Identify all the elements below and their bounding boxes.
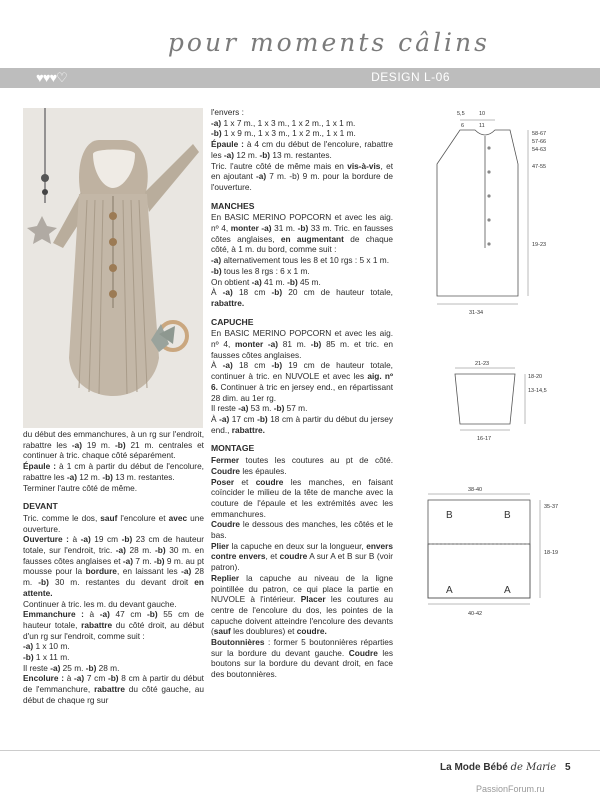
instruction-paragraph: Coudre le dessous des manches, les côtés et le bas. bbox=[211, 519, 393, 541]
instruction-paragraph: Épaule : à 1 cm à partir du début de l'encolure, rabattre les -a) 12 m. -b) 13 m. restantes. bbox=[23, 461, 204, 482]
instruction-paragraph: -a) alternativement tous les 8 et 10 rgs : 5 x 1 m. bbox=[211, 255, 390, 266]
hood-dim-top: 38-40 bbox=[468, 487, 483, 493]
instruction-paragraph: l'envers : bbox=[211, 107, 244, 117]
instruction-paragraph: Emmanchure : à -a) 47 cm -b) 55 cm de hauteur totale, rabattre du côté droit, au début d'un rg sur l'endroit, comme suit : bbox=[23, 609, 204, 641]
dim-r3: 54-63 bbox=[532, 147, 547, 153]
instruction-paragraph: -b) 1 x 11 m. bbox=[23, 652, 70, 663]
page-number: 5 bbox=[564, 762, 571, 773]
instructions-column-1 bbox=[23, 429, 204, 706]
instruction-paragraph: Il reste -a) 25 m. -b) 28 m. bbox=[23, 662, 120, 673]
section-heading: DEVANT bbox=[23, 501, 58, 512]
instruction-paragraph: Replier la capuche au niveau de la ligne pointillée du patron, ce qui place la partie en NUVOLE à l'intérieur. Placer les coutures au centre de l'encolure du dos, les pointes de la capuche doivent atteindre l'encolure des devants (sauf les doublures) et coudre. bbox=[211, 572, 393, 637]
instruction-paragraph: On obtient -a) 41 m. -b) 45 m. bbox=[211, 276, 321, 287]
sleeve-dim-r1: 18-20 bbox=[528, 374, 543, 380]
sleeve-schematic bbox=[430, 356, 590, 446]
section-heading: CAPUCHE bbox=[211, 316, 254, 327]
sleeve-dim-top: 21-23 bbox=[475, 361, 490, 367]
instruction-paragraph: En BASIC MERINO POPCORN et avec les aig. nº 4, monter -a) 81 m. -b) 85 m. et tric. en fausses côtes anglaises. bbox=[211, 328, 393, 360]
instruction-paragraph: -b) 1 x 9 m., 1 x 3 m., 1 x 2 m., 1 x 1 m. bbox=[211, 128, 356, 139]
design-label: DESIGN L-06 bbox=[371, 70, 450, 84]
sleeve-dim-r2: 13-14,5 bbox=[528, 388, 547, 394]
hood-label-a-left: A bbox=[446, 585, 453, 596]
instructions-column-2 bbox=[211, 107, 393, 680]
hearts-icon: ♥♥♥♡ bbox=[36, 70, 67, 85]
instruction-paragraph: Boutonnières : former 5 boutonnières réparties sur la bordure du devant gauche. Coudre les boutons sur la bordure du devant droit, en face des boutonnières. bbox=[211, 637, 394, 680]
hood-label-b-left: B bbox=[446, 510, 453, 521]
dim-top-b: 6 bbox=[461, 123, 465, 129]
body-schematic bbox=[405, 108, 590, 323]
footer-brand: La Mode Bébé bbox=[440, 762, 508, 773]
hood-dim-bottom: 40-42 bbox=[468, 611, 483, 617]
instruction-paragraph: Ouverture : à -a) 19 cm -b) 23 cm de hauteur totale, sur l'endroit, tric. -a) 28 m. -b) 30 m. en fausses côtes anglaises et -a) 7 m. -b) 9 m. au pt mousse pour la bordure, en laissant les -a) 28 m. -b) 30 m. restantes du devant droit en attente. bbox=[23, 534, 205, 598]
page-title: pour moments câlins bbox=[167, 28, 490, 57]
instruction-paragraph: -a) 1 x 10 m. bbox=[23, 641, 70, 652]
instruction-paragraph: -a) 1 x 7 m., 1 x 3 m., 1 x 2 m., 1 x 1 m. bbox=[211, 117, 356, 128]
baby-sleeping-bag-illustration bbox=[23, 108, 203, 428]
instruction-paragraph: Poser et coudre les manches, en faisant coïncider le milieu de la tête de manche avec la couture de l'épaule et les extrémités avec les emmanchures. bbox=[211, 476, 393, 519]
section-heading: MANCHES bbox=[211, 200, 255, 211]
instruction-paragraph: Il reste -a) 53 m. -b) 57 m. bbox=[211, 403, 308, 414]
instruction-paragraph: Encolure : à -a) 7 cm -b) 8 cm à partir du début de l'emmanchure, rabattre du côté gauche, au début de chaque rg sur bbox=[23, 673, 204, 705]
dim-r4: 47-55 bbox=[532, 164, 547, 170]
instruction-paragraph: À -a) 18 cm -b) 20 cm de hauteur totale, rabattre. bbox=[211, 287, 393, 308]
watermark: PassionForum.ru bbox=[476, 784, 545, 794]
sleeve-dim-bottom: 16-17 bbox=[477, 436, 492, 442]
instruction-paragraph: À -a) 18 cm -b) 19 cm de hauteur totale, continuer à tric. en NUVOLE et avec les aig. nº 6. Continuer à tric en jersey end., en répartissant 28 dim. au 1er rg. bbox=[211, 360, 393, 403]
product-photo bbox=[23, 108, 203, 428]
instruction-paragraph: Fermer toutes les coutures au pt de côté. Coudre les épaules. bbox=[211, 455, 393, 476]
dim-top-c: 10 bbox=[479, 111, 486, 117]
footer-divider bbox=[0, 750, 600, 751]
hood-dim-r2: 18-19 bbox=[544, 550, 559, 556]
design-band bbox=[0, 68, 600, 88]
instruction-paragraph: Continuer à tric. les m. du devant gauche. bbox=[23, 598, 177, 609]
dim-r2: 57-66 bbox=[532, 139, 547, 145]
instruction-paragraph: Plier la capuche en deux sur la longueur, envers contre envers, et coudre A sur A et B sur B (voir patron). bbox=[211, 540, 393, 573]
instruction-paragraph: À -a) 17 cm -b) 18 cm à partir du début du jersey end., rabattre. bbox=[211, 413, 393, 435]
dim-bottom: 31-34 bbox=[469, 310, 484, 316]
hood-label-a-right: A bbox=[504, 585, 511, 596]
hood-schematic bbox=[410, 486, 590, 621]
footer-brand-script: de Marie bbox=[510, 762, 557, 773]
instruction-paragraph: du début des emmanchures, à un rg sur l'endroit, rabattre les -a) 19 m. -b) 21 m. centrales et continuer à tric. chaque côté séparément. bbox=[23, 429, 204, 461]
dim-top-a: 5,5 bbox=[457, 111, 465, 117]
instruction-paragraph: Tric. l'autre côté de même mais en vis-à-vis, et en ajoutant -a) 7 m. -b) 9 m. pour la bordure de l'ouverture. bbox=[211, 160, 393, 192]
instruction-paragraph: Tric. comme le dos, sauf l'encolure et avec une ouverture. bbox=[23, 512, 204, 534]
section-heading: MONTAGE bbox=[211, 443, 255, 454]
footer bbox=[440, 762, 571, 773]
instruction-paragraph: Terminer l'autre côté de même. bbox=[23, 482, 138, 493]
dim-top-d: 11 bbox=[479, 123, 485, 129]
dim-r1: 58-67 bbox=[532, 131, 547, 137]
instruction-paragraph: -b) tous les 8 rgs : 6 x 1 m. bbox=[211, 265, 310, 276]
instruction-paragraph: En BASIC MERINO POPCORN et avec les aig. nº 4, monter -a) 31 m. -b) 33 m. Tric. en fausses côtes anglaises, en augmentant de chaque côté, à 1 m. du bord, comme suit : bbox=[211, 212, 393, 255]
hood-label-b-right: B bbox=[504, 510, 511, 521]
instruction-paragraph: Épaule : à 4 cm du début de l'encolure, rabattre les -a) 12 m. -b) 13 m. restantes. bbox=[211, 139, 393, 160]
hood-dim-r1: 35-37 bbox=[544, 504, 559, 510]
dim-r5: 19-23 bbox=[532, 242, 547, 248]
